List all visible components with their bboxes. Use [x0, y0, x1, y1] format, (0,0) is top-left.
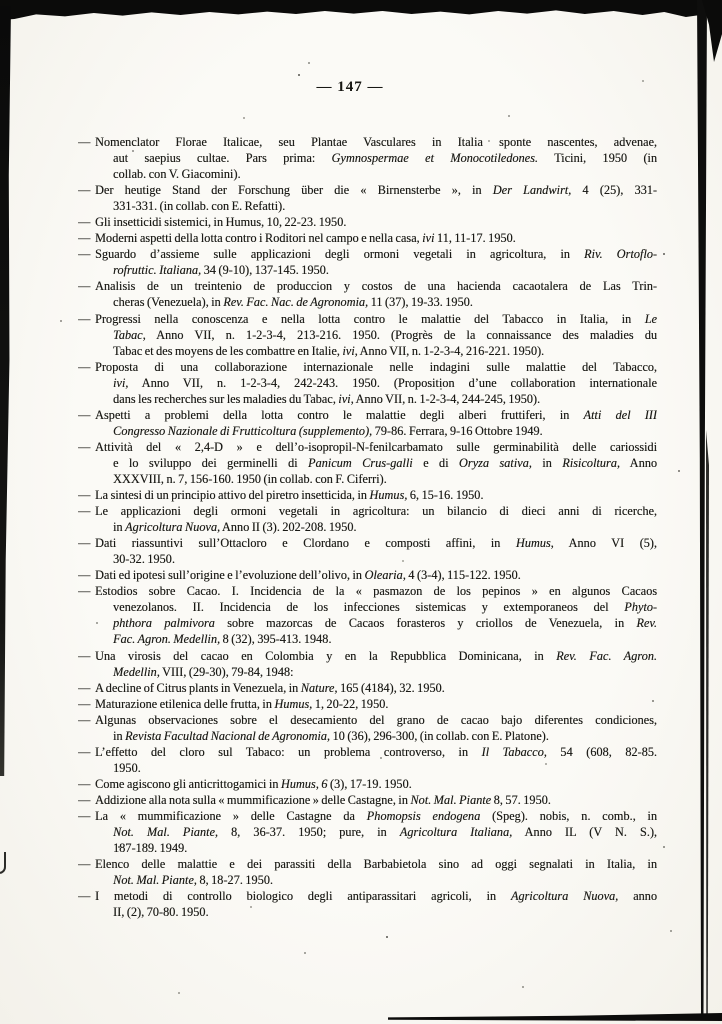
entry-line — [78, 888, 657, 904]
entry-text: 331-331. (in collab. con E. Refatti). — [113, 199, 286, 214]
bibliography-entry — [78, 359, 657, 407]
entry-text-italic: Risicoltura, — [562, 455, 620, 470]
entry-text: Maturazione etilenica delle frutta, in — [95, 696, 275, 711]
entry-line — [78, 359, 657, 375]
bibliography-entry — [78, 808, 657, 856]
entry-text: Come agiscono gli anticrittogamici in — [95, 776, 281, 791]
entry-text: 11 (37), 19-33. 1950. — [368, 295, 473, 310]
entry-dash: — — [78, 311, 91, 326]
entry-line — [78, 391, 657, 407]
entry-text-italic: Rev. Fac. Agron. — [556, 648, 657, 663]
entry-text: 8, 57. 1950. — [491, 792, 551, 807]
entry-dash: — — [78, 584, 91, 599]
bibliography-entry — [78, 856, 657, 888]
entry-dash: — — [78, 776, 91, 791]
entry-text: 10 (36), 296-300, (in collab. con E. Platone). — [329, 728, 549, 743]
entry-text: in — [113, 520, 126, 535]
entry-text-italic: ivi, — [342, 343, 358, 358]
entry-text: (Speg). nobis, n. comb., in — [480, 808, 657, 823]
entry-line — [78, 535, 657, 551]
entry-text: 8, 36-37. 1950; pure, in — [217, 825, 400, 840]
entry-dash: — — [78, 712, 91, 727]
entry-text-italic: Oryza sativa, — [458, 455, 532, 470]
entry-dash: — — [78, 215, 91, 230]
entry-line — [78, 744, 657, 760]
entry-text: Algunas observaciones sobre el desecamiento del grano de cacao bajo diferentes condiciones, — [95, 712, 657, 727]
entry-line — [78, 134, 657, 150]
entry-line — [78, 680, 657, 696]
bibliography-entry — [78, 648, 657, 680]
entry-text: Der heutige Stand der Forschung über die « Birnensterbe », in — [95, 183, 493, 198]
entry-text: Anno VII, n. 1-2-3-4, 213-216. 1950. (Progrès de la connaissance des maladies du — [145, 327, 657, 342]
entry-text-italic: phthora palmivora — [113, 616, 215, 631]
bibliography-entry — [78, 246, 657, 278]
entry-dash: — — [78, 889, 91, 904]
entry-line — [78, 262, 657, 278]
entry-dash: — — [78, 488, 91, 503]
entry-dash: — — [78, 680, 91, 695]
scan-artifact-right-gutter — [697, 0, 707, 1016]
entry-line — [78, 503, 657, 519]
entry-text-italic: Fac. Agron. Medellin, — [113, 632, 221, 647]
entry-text: 165 (4184), 32. 1950. — [337, 680, 445, 695]
entry-text: in — [113, 728, 126, 743]
entry-line — [78, 728, 657, 744]
entry-text-italic: Not. Mal. Piante, — [113, 873, 197, 888]
entry-text-italic: Agricoltura Nuova, — [125, 520, 221, 535]
entry-text: 11, 11-17. 1950. — [434, 231, 516, 246]
entry-text-italic: Gymnospermae et Monocotiledones. — [331, 151, 538, 166]
entry-line — [78, 214, 657, 230]
entry-text: Addizione alla nota sulla « mummificazione » delle Castagne, in — [95, 792, 411, 807]
bibliography-entry — [78, 311, 657, 359]
entry-text: 1, 20-22, 1950. — [312, 696, 389, 711]
scan-artifact-bottom-edge — [388, 1013, 722, 1021]
scan-artifact-left-edge — [0, 6, 11, 776]
entry-text: Tabac et des moyens de les combattre en Italie, — [113, 343, 343, 358]
entry-dash: — — [78, 247, 91, 262]
scan-speckles — [0, 0, 2, 2]
entry-text-italic: ivi, — [113, 375, 129, 390]
entry-text: La « mummificazione » delle Castagne da — [95, 808, 367, 823]
entry-text-italic: Not. Mal. Piante — [410, 792, 492, 807]
bibliography-entry — [78, 792, 657, 808]
entry-text: Gli insetticidi sistemici, in Humus, 10, 22-23. 1950. — [95, 215, 347, 230]
entry-text: Nomenclator Florae Italicae, seu Plantae Vasculares in Italia sponte nascentes, advenae, — [95, 135, 657, 149]
entry-line — [78, 776, 657, 792]
entry-text-italic: Le — [644, 311, 657, 326]
entry-text-italic: Humus, — [515, 536, 554, 551]
entry-text: collab. con V. Giacomini). — [113, 167, 241, 182]
bibliography-entry — [78, 776, 657, 792]
entry-text: Proposta di una collaborazione internazionale nelle indagini sulle malattie del Tabacco, — [95, 359, 657, 374]
entry-text: e di — [412, 455, 459, 470]
entry-text: anno — [618, 889, 657, 904]
bibliography-entry — [78, 888, 657, 920]
entry-dash: — — [78, 504, 91, 519]
entry-line — [78, 872, 657, 888]
entry-line — [78, 856, 657, 872]
entry-text-italic: Tabac, — [113, 327, 146, 342]
entry-text: Attività del « 2,4-D » e dell’o-isopropil-N-fenilcarbamato sulle germinabilità delle cariossidi — [95, 439, 657, 454]
entry-text: Aspetti a problemi della lotta contro le malattie degli alberi fruttiferi, in — [95, 407, 584, 422]
entry-text-italic: Panicum Crus-galli — [307, 455, 413, 470]
entry-dash: — — [78, 536, 91, 551]
entry-text-italic: Revista Facultad Nacional de Agronomia, — [125, 728, 330, 743]
bibliography-entry — [78, 439, 657, 487]
entry-text-italic: ivi, — [338, 391, 354, 406]
bibliography-entry — [78, 182, 657, 214]
entry-text-italic: Der Landwirt, — [492, 183, 572, 198]
entry-text: 1950. — [113, 760, 141, 775]
entry-text: Anno VII, n. 1-2-3-4, 216-221. 1950). — [357, 343, 545, 358]
entry-line — [78, 439, 657, 455]
scan-artifact-hook-mark — [0, 852, 6, 874]
entry-line — [78, 343, 657, 359]
bibliography-entry — [78, 214, 657, 230]
entry-text-italic: Humus, 6 — [280, 776, 328, 791]
entry-text: Anno — [619, 455, 657, 470]
entry-text: Sguardo d’assieme sulle applicazioni degli ormoni vegetali in agricoltura, in — [95, 247, 585, 262]
entry-line — [78, 583, 657, 599]
bibliography-entry — [78, 278, 657, 310]
entry-text-italic: Humus, — [369, 488, 408, 503]
entry-text: 8 (32), 395-413. 1948. — [220, 632, 332, 647]
entry-text: Dati riassuntivi sull’Ottacloro e Clordano e composti affini, in — [95, 536, 516, 551]
entry-text: Moderni aspetti della lotta contro i Roditori nel campo e nella casa, — [95, 231, 423, 246]
bibliography-entry — [78, 503, 657, 535]
entry-line — [78, 487, 657, 503]
entry-dash: — — [78, 857, 91, 872]
entry-text: L’effetto del cloro sul Tabaco: un problema controverso, in — [95, 744, 482, 759]
entry-text: A decline of Citrus plants in Venezuela, in — [95, 680, 301, 695]
entry-text: Progressi nella conoscenza e nella lotta contro le malattie del Tabacco in Italia, in — [95, 311, 645, 326]
page-number: — 147 — — [316, 79, 384, 95]
entry-dash: — — [78, 279, 91, 294]
entry-line — [78, 471, 657, 487]
scan-artifact-right-line — [706, 430, 709, 1015]
entry-text: Estodios sobre Cacao. I. Incidencia de la « pasmazon de los pepinos » en algunos Cacaos — [95, 584, 657, 599]
bibliography-entry — [78, 744, 657, 776]
scan-artifact-top-edge — [0, 0, 722, 20]
entry-dash: — — [78, 359, 91, 374]
entry-line — [78, 375, 657, 391]
entry-text-italic: Riv. Ortoflo- — [584, 247, 657, 262]
entry-text: 4 (25), 331- — [571, 183, 657, 198]
entry-text: 30-32. 1950. — [113, 552, 175, 567]
bibliography-entry — [78, 712, 657, 744]
entry-dash: — — [78, 792, 91, 807]
entry-text-italic: Rev. — [636, 616, 657, 631]
entry-text: (3), 17-19. 1950. — [327, 776, 412, 791]
bibliography-entry — [78, 696, 657, 712]
entry-line — [78, 664, 657, 680]
entry-text-italic: Not. Mal. Piante, — [113, 825, 218, 840]
entry-text-italic: Nature, — [300, 680, 338, 695]
bibliography-entry — [78, 407, 657, 439]
bibliography-list — [78, 134, 657, 920]
bibliography-entry — [78, 567, 657, 583]
entry-dash: — — [78, 183, 91, 198]
bibliography-entry — [78, 487, 657, 503]
entry-text: VIII, (29-30), 79-84, 1948: — [159, 664, 294, 679]
entry-text: Una virosis del cacao en Colombia y en la Repubblica Dominicana, in — [95, 648, 557, 663]
entry-text-italic: rofruttic. Italiana, — [113, 263, 202, 278]
entry-line — [78, 423, 657, 439]
entry-line — [78, 311, 657, 327]
entry-text: 8, 18-27. 1950. — [196, 873, 273, 888]
entry-text: 6, 15-16. 1950. — [407, 488, 484, 503]
entry-dash: — — [78, 696, 91, 711]
entry-text-italic: Congresso Nazionale di Frutticoltura (supplemento), — [113, 423, 373, 438]
bibliography-entry — [78, 583, 657, 647]
entry-dash: — — [78, 407, 91, 422]
entry-text: dans les recherches sur les maladies du Tabac, — [113, 391, 339, 406]
entry-text: XXXVIII, n. 7, 156-160. 1950 (in collab. con F. Ciferri). — [113, 471, 387, 486]
entry-text: aut saepius cultae. Pars prima: — [113, 151, 332, 166]
entry-text: Anno VII, n. 1-2-3-4, 244-245, 1950). — [353, 391, 541, 406]
entry-text-italic: Humus, — [274, 696, 313, 711]
entry-line — [78, 150, 657, 166]
entry-dash: — — [78, 744, 91, 759]
entry-line — [78, 327, 657, 343]
entry-text: I metodi di controllo biologico degli antiparassitari agricoli, in — [95, 889, 511, 904]
entry-dash: — — [78, 135, 91, 149]
bibliography-entry — [78, 680, 657, 696]
entry-line — [78, 551, 657, 567]
entry-text: Anno VI (5), — [553, 536, 657, 551]
entry-text: Elenco delle malattie e dei parassiti della Barbabietola sino ad oggi segnalati in Italia, in — [95, 857, 657, 872]
entry-text: 54 (608, 82-85. — [546, 744, 657, 759]
entry-text: in — [531, 455, 563, 470]
entry-line — [78, 615, 657, 631]
entry-text: 187-189. 1949. — [113, 841, 188, 856]
entry-line — [78, 294, 657, 310]
entry-line — [78, 567, 657, 583]
entry-line — [78, 599, 657, 615]
entry-line — [78, 696, 657, 712]
entry-line — [78, 792, 657, 808]
bibliography-entry — [78, 230, 657, 246]
entry-line — [78, 519, 657, 535]
entry-text-italic: ivi — [422, 231, 435, 246]
entry-text: La sintesi di un principio attivo del piretro insetticida, in — [95, 488, 370, 503]
entry-line — [78, 712, 657, 728]
entry-text: Le applicazioni degli ormoni vegetali in agricoltura: un bilancio di dieci anni di ricerche, — [95, 504, 657, 519]
entry-text: 34 (9-10), 137-145. 1950. — [201, 263, 329, 278]
entry-text-italic: Agricoltura Nuova, — [510, 889, 619, 904]
entry-text-italic: Medellin, — [113, 664, 160, 679]
entry-line — [78, 407, 657, 423]
entry-line — [78, 182, 657, 198]
entry-line — [78, 278, 657, 294]
entry-text: venezolanos. II. Incidencia de los infecciones sistemicas y extemporaneos del — [113, 600, 625, 615]
entry-dash: — — [78, 808, 91, 823]
entry-text: II, (2), 70-80. 1950. — [113, 905, 209, 920]
entry-text: Anno VII, n. 1-2-3-4, 242-243. 1950. (Proposition d’une collaboration internationale — [128, 375, 657, 390]
entry-dash: — — [78, 648, 91, 663]
entry-line — [78, 824, 657, 840]
entry-line — [78, 631, 657, 647]
entry-dash: — — [78, 568, 91, 583]
entry-line — [78, 648, 657, 664]
entry-text: 79-86. Ferrara, 9-16 Ottobre 1949. — [372, 423, 543, 438]
entry-text: Anno IL (V N. S.), — [512, 825, 657, 840]
entry-dash: — — [78, 439, 91, 454]
entry-line — [78, 198, 657, 214]
entry-line — [78, 246, 657, 262]
entry-text: sobre mazorcas de Cacaos forasteros y criollos de Venezuela, in — [214, 616, 637, 631]
entry-text: Anno II (3). 202-208. 1950. — [220, 520, 357, 535]
entry-line — [78, 808, 657, 824]
entry-text-italic: Olearia, — [364, 568, 406, 583]
entry-dash: — — [78, 231, 91, 246]
entry-text: cheras (Venezuela), in — [113, 295, 224, 310]
entry-text: e lo sviluppo dei germinelli di — [113, 455, 308, 470]
bibliography-entry — [78, 535, 657, 567]
entry-text-italic: Il Tabacco, — [481, 744, 547, 759]
entry-line — [78, 760, 657, 776]
entry-line — [78, 230, 657, 246]
entry-line — [78, 904, 657, 920]
entry-text-italic: Phomopsis endogena — [366, 808, 481, 823]
entry-text-italic: Agricoltura Italiana, — [399, 825, 513, 840]
entry-text: Analisis de un treintenio de produccion y costos de una hacienda cacaotalera de Las Trin- — [95, 279, 657, 294]
entry-text: 4 (3-4), 115-122. 1950. — [405, 568, 521, 583]
bibliography-entry — [78, 134, 657, 182]
entry-text: Ticini, 1950 (in — [538, 151, 657, 166]
entry-text-italic: Phyto- — [624, 600, 657, 615]
entry-text: Dati ed ipotesi sull’origine e l’evoluzione dell’olivo, in — [95, 568, 365, 583]
entry-line — [78, 166, 657, 182]
entry-line — [78, 455, 657, 471]
entry-text-italic: Rev. Fac. Nac. de Agronomia, — [223, 295, 369, 310]
entry-line — [78, 840, 657, 856]
entry-text-italic: Atti del III — [583, 407, 657, 422]
